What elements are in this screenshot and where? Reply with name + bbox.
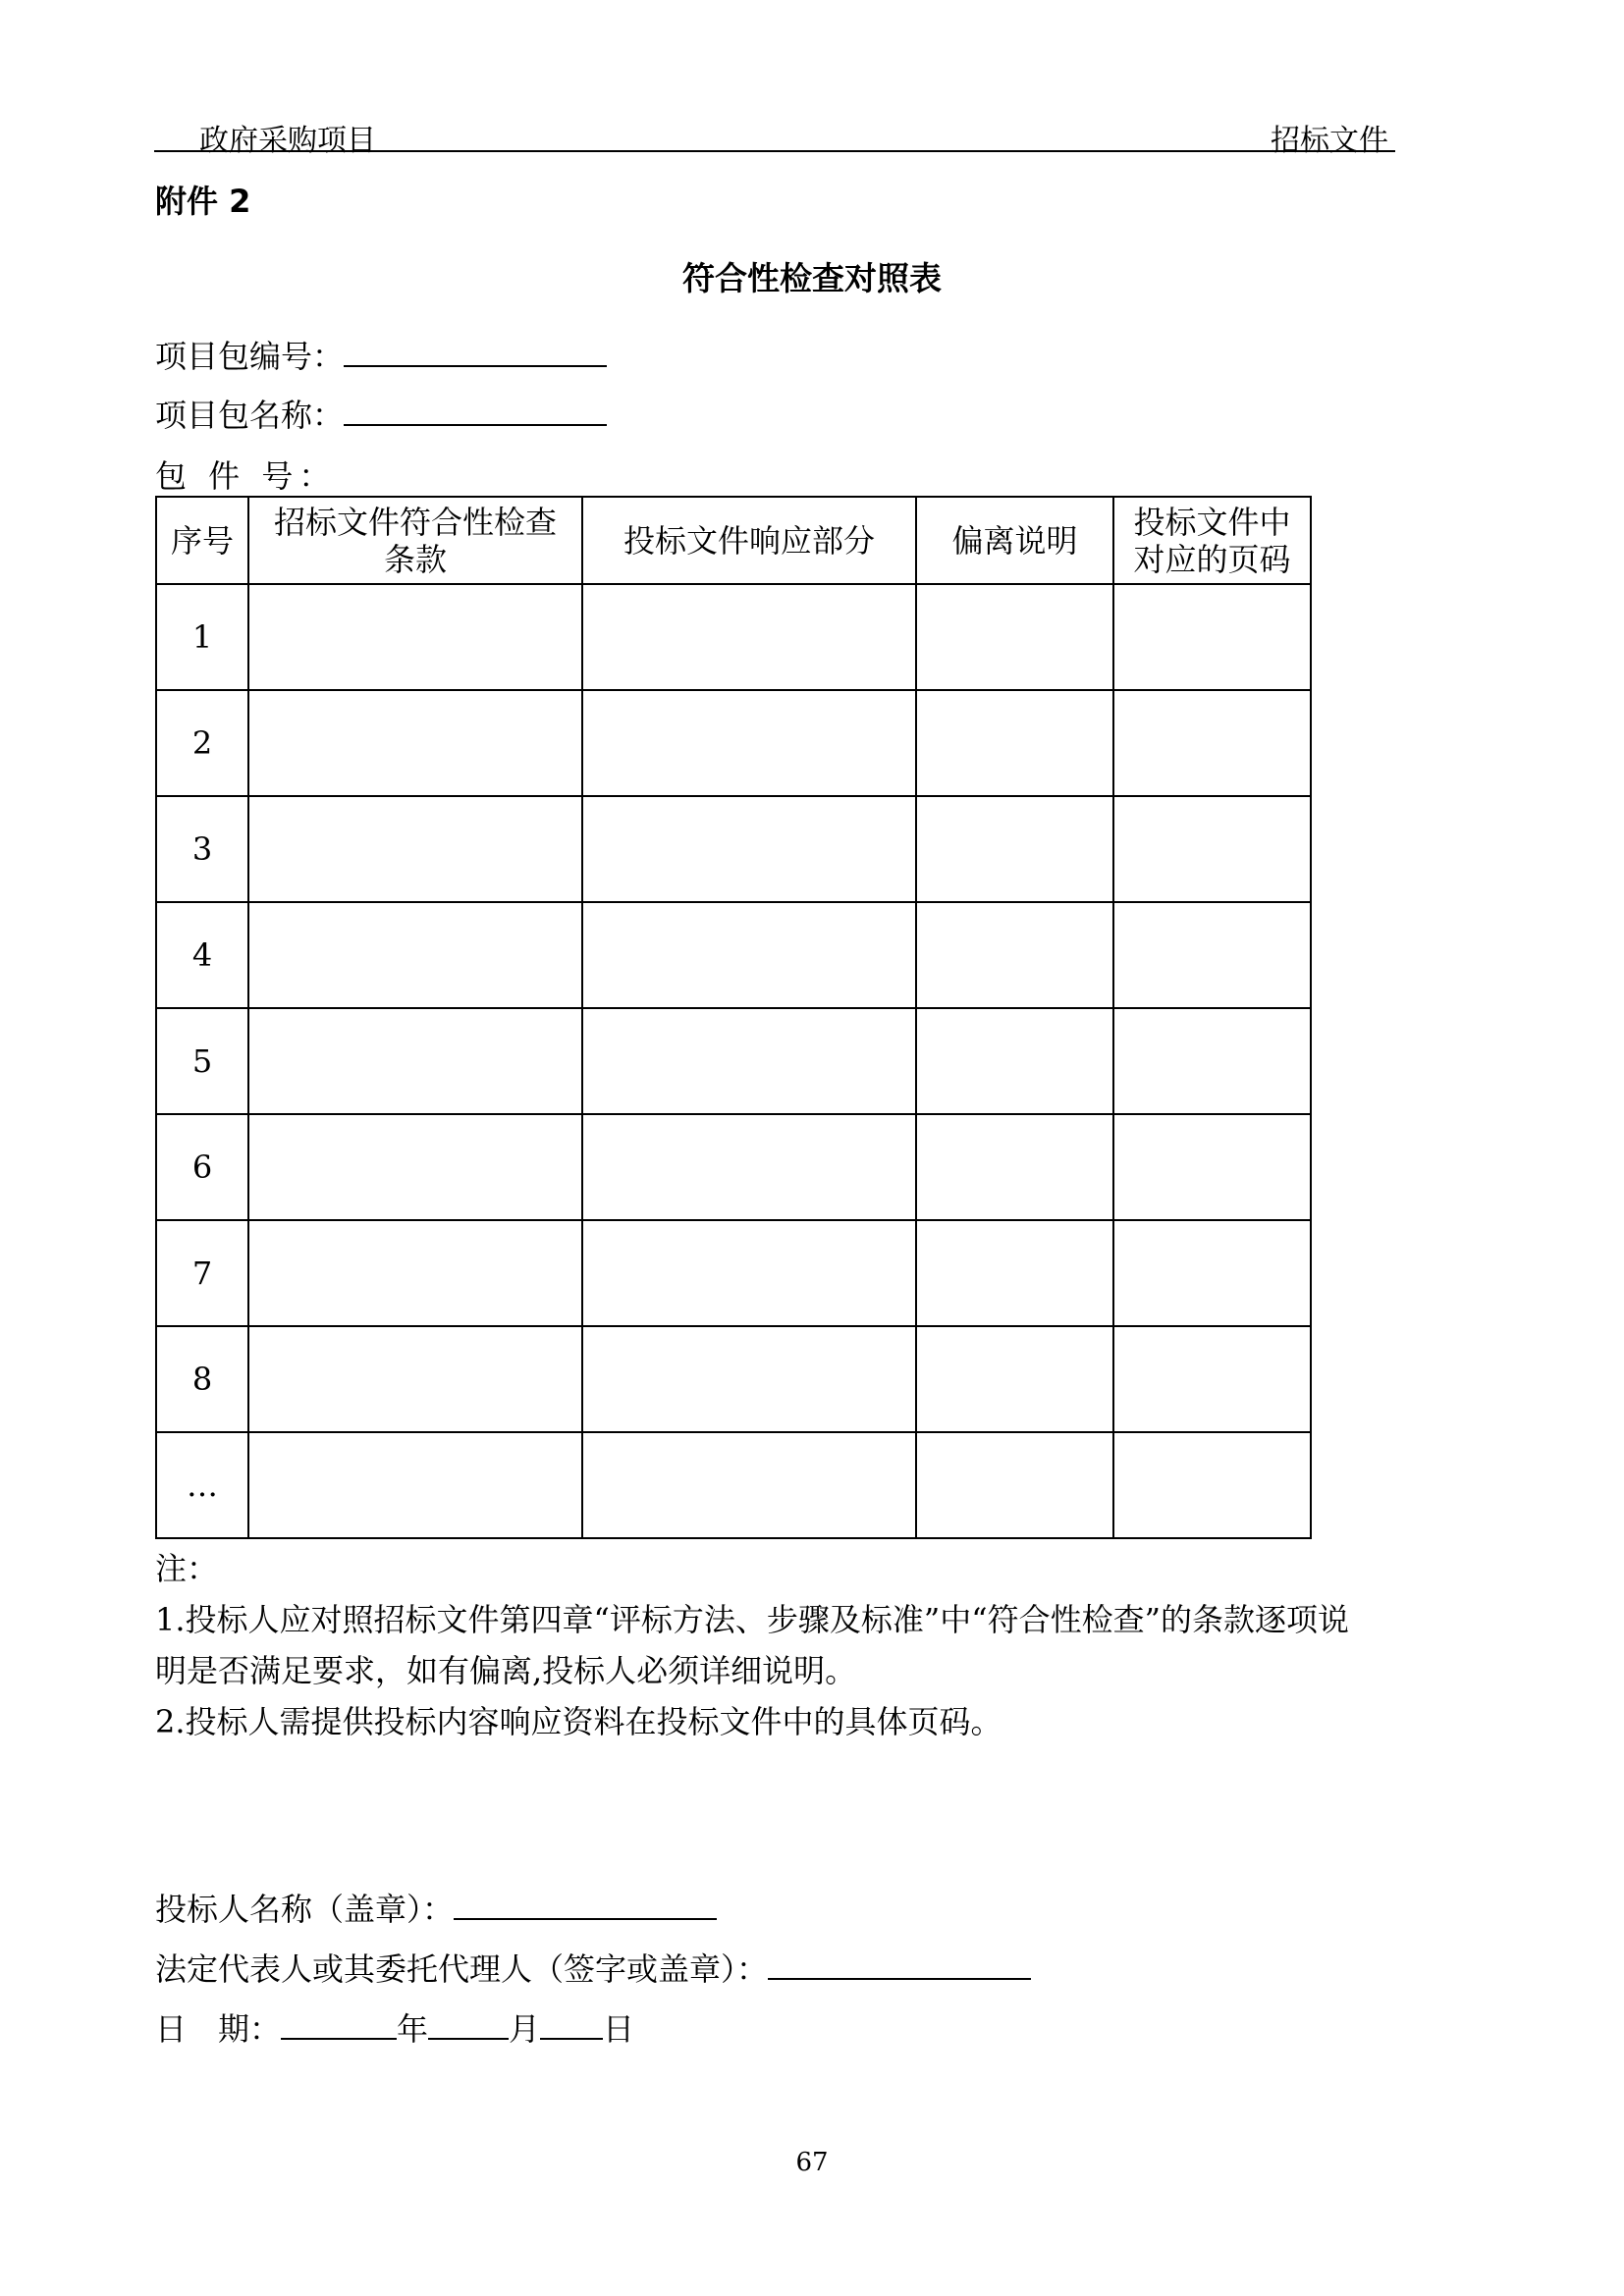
column-header-deviation: 偏离说明 [916,497,1113,584]
notes-label: 注： [155,1550,219,1587]
response-cell[interactable] [582,1114,916,1220]
response-cell[interactable] [582,1326,916,1432]
deviation-cell[interactable] [916,796,1113,902]
clause-cell[interactable] [248,1220,582,1326]
response-cell[interactable] [582,1008,916,1114]
page-cell[interactable] [1113,1432,1311,1538]
month-blank[interactable] [428,2008,509,2040]
package-number-label: 项目包编号： [155,338,345,375]
year-blank[interactable] [281,2008,397,2040]
table-row [156,1432,1311,1538]
column-header-clause: 招标文件符合性检查条款 [248,497,582,584]
page-cell[interactable] [1113,902,1311,1008]
clause-cell[interactable] [248,902,582,1008]
bidder-name-field [155,1885,717,1930]
note-item-1-line-1: 1.投标人应对照招标文件第四章“评标方法、步骤及标准”中“符合性检查”的条款逐项说 [155,1601,1349,1638]
month-label: 月 [509,2010,541,2048]
page-cell[interactable] [1113,690,1311,796]
response-cell[interactable] [582,1432,916,1538]
representative-blank[interactable] [768,1949,1031,1980]
page-cell[interactable] [1113,1114,1311,1220]
table-row [156,1326,1311,1432]
response-cell[interactable] [582,1220,916,1326]
table-row [156,1220,1311,1326]
table-row [156,902,1311,1008]
package-number-blank[interactable] [344,336,607,367]
attachment-label: 附件 2 [155,183,251,220]
row-index: 5 [156,1008,248,1114]
response-cell[interactable] [582,902,916,1008]
deviation-cell[interactable] [916,1432,1113,1538]
clause-cell[interactable] [248,1114,582,1220]
response-cell[interactable] [582,796,916,902]
deviation-cell[interactable] [916,1114,1113,1220]
row-index: 2 [156,690,248,796]
deviation-cell[interactable] [916,1220,1113,1326]
page-number: 67 [795,2148,829,2177]
row-index: 7 [156,1220,248,1326]
package-name-blank[interactable] [344,395,607,426]
table-row [156,584,1311,690]
package-name-field [155,391,607,436]
deviation-cell[interactable] [916,1326,1113,1432]
row-index: 8 [156,1326,248,1432]
row-index: 4 [156,902,248,1008]
representative-field [155,1945,1031,1990]
page-cell[interactable] [1113,796,1311,902]
page-cell[interactable] [1113,1220,1311,1326]
table-header-row [156,497,1311,584]
note-item-2: 2.投标人需提供投标内容响应资料在投标文件中的具体页码。 [155,1703,1002,1740]
piece-number-field [155,452,336,497]
table-row [156,796,1311,902]
piece-number-label: 包 件 号： [155,457,337,495]
deviation-cell[interactable] [916,902,1113,1008]
date-label: 日 期： [155,2010,282,2048]
date-field [155,2004,634,2050]
deviation-cell[interactable] [916,690,1113,796]
note-item-1-line-2: 明是否满足要求，如有偏离,投标人必须详细说明。 [155,1652,857,1689]
package-name-label: 项目包名称： [155,397,345,434]
clause-cell[interactable] [248,1432,582,1538]
clause-cell[interactable] [248,1008,582,1114]
row-index: … [156,1432,248,1538]
column-header-response: 投标文件响应部分 [582,497,916,584]
row-index: 6 [156,1114,248,1220]
response-cell[interactable] [582,690,916,796]
day-label: 日 [603,2010,635,2048]
column-header-page: 投标文件中对应的页码 [1113,497,1311,584]
compliance-table [155,496,1312,1539]
bidder-name-label: 投标人名称（盖章）： [155,1891,455,1928]
table-row [156,1114,1311,1220]
header-rule [154,150,1395,152]
table-row [156,1008,1311,1114]
page-cell[interactable] [1113,584,1311,690]
package-number-field [155,332,607,377]
deviation-cell[interactable] [916,584,1113,690]
row-index: 3 [156,796,248,902]
deviation-cell[interactable] [916,1008,1113,1114]
clause-cell[interactable] [248,1326,582,1432]
clause-cell[interactable] [248,584,582,690]
page-cell[interactable] [1113,1326,1311,1432]
page-cell[interactable] [1113,1008,1311,1114]
response-cell[interactable] [582,584,916,690]
year-label: 年 [397,2010,429,2048]
representative-label: 法定代表人或其委托代理人（签字或盖章）： [155,1950,769,1988]
bidder-name-blank[interactable] [454,1889,717,1920]
page-title: 符合性检查对照表 [682,259,942,297]
table-row [156,690,1311,796]
clause-cell[interactable] [248,690,582,796]
day-blank[interactable] [540,2008,603,2040]
column-header-index: 序号 [156,497,248,584]
clause-cell[interactable] [248,796,582,902]
header-left: 政府采购项目 [199,124,376,158]
row-index: 1 [156,584,248,690]
header-right: 招标文件 [1271,124,1388,158]
